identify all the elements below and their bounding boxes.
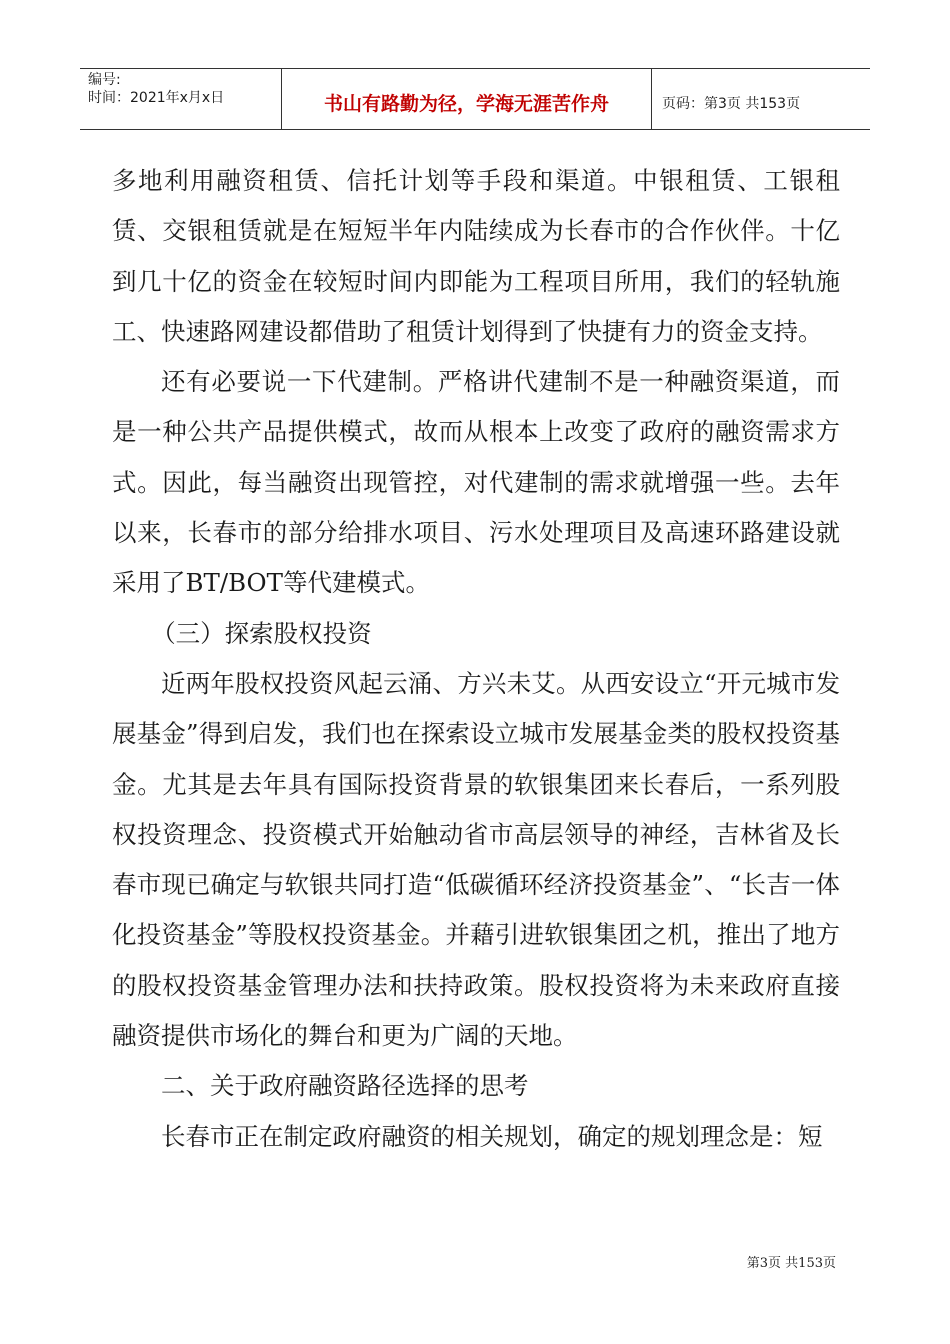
header-page-info: 页码：第3页 共153页 xyxy=(662,96,801,112)
section-heading: 二、关于政府融资路径选择的思考 xyxy=(161,1071,529,1101)
time-label: 时间：2021年x月x日 xyxy=(88,90,225,106)
paragraph: 多地利用融资租赁、信托计划等手段和渠道。中银租赁、工银租赁、交银租赁就是在短短半年内陆续成为长春市的合作伙伴。十亿到几十亿的资金在较短时间内即能为工程项目所用，我们的轻轨施工、快速路网建设都借助了租赁计划得到了快捷有力的资金支持。 xyxy=(112,166,840,346)
paragraph: 还有必要说一下代建制。严格讲代建制不是一种融资渠道，而是一种公共产品提供模式，故而从根本上改变了政府的融资需求方式。因此，每当融资出现管控，对代建制的需求就增强一些。去年以来，长春市的部分给排水项目、污水处理项目及高速环路建设就采用了BT/BOT等代建模式。 xyxy=(112,367,840,598)
header-meta xyxy=(80,69,282,129)
header-motto: 书山有路勤为径，学海无涯苦作舟 xyxy=(282,69,652,129)
number-label: 编号: xyxy=(88,72,121,88)
paragraph: 近两年股权投资风起云涌、方兴未艾。从西安设立“开元城市发展基金”得到启发，我们也在探索设立城市发展基金类的股权投资基金。尤其是去年具有国际投资背景的软银集团来长春后，一系列股权投资理念、投资模式开始触动省市高层领导的神经，吉林省及长春市现已确定与软银共同打造“低碳循环经济投资基金”、“长吉一体化投资基金”等股权投资基金。并藉引进软银集团之机，推出了地方的股权投资基金管理办法和扶持政策。股权投资将为未来政府直接融资提供市场化的舞台和更为广阔的天地。 xyxy=(112,668,840,1051)
section-heading: （三）探索股权投资 xyxy=(151,618,372,648)
document-body xyxy=(112,156,840,1162)
paragraph: 长春市正在制定政府融资的相关规划，确定的规划理念是：短 xyxy=(161,1121,823,1151)
page-footer: 第3页 共153页 xyxy=(746,1256,836,1271)
page-header xyxy=(80,68,870,130)
